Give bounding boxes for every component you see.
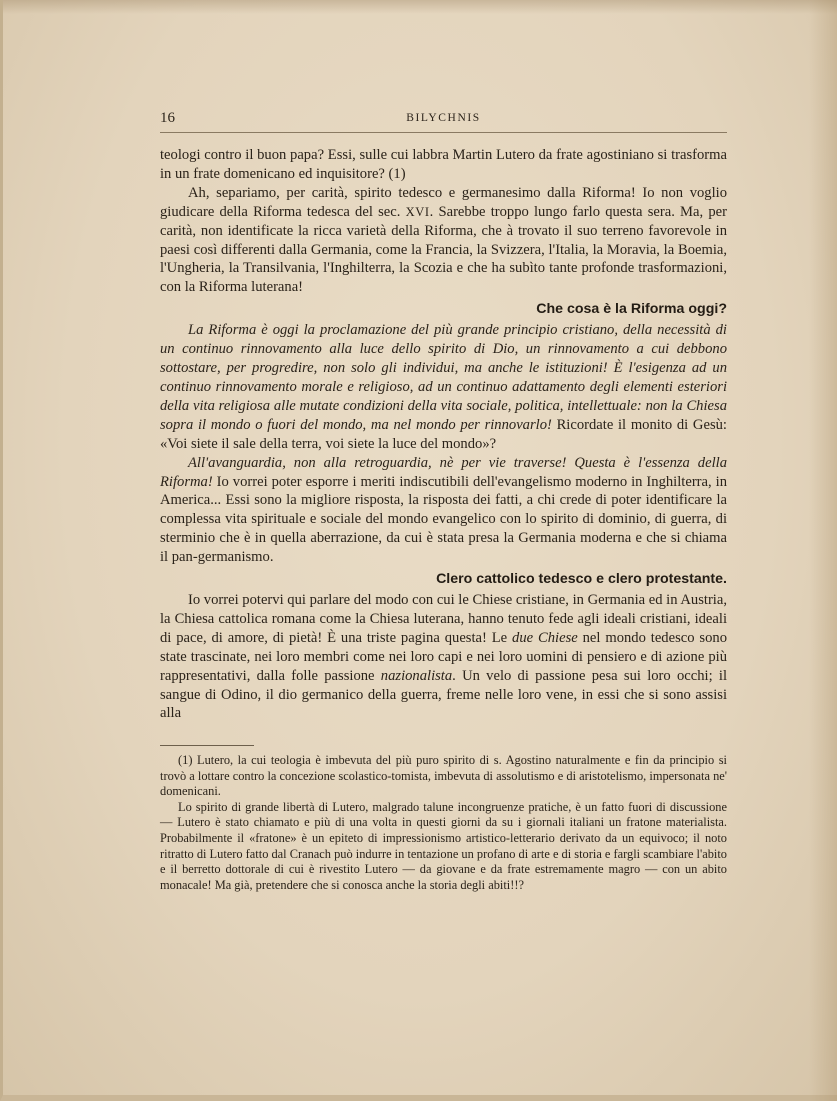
journal-title: BILYCHNIS (406, 112, 481, 124)
paragraph-4 (160, 454, 727, 567)
running-header (160, 110, 727, 133)
page-right-shadow (809, 0, 837, 1101)
paragraph-3 (160, 321, 727, 453)
paragraph-3-roman: Ricordate il monito di Gesù: «Voi siete il sale della terra, voi siete la luce del mondo»? (160, 416, 727, 452)
footnote-1-continued: Lo spirito di grande libertà di Lutero, malgrado talune incongruenze pratiche, è un fatto fuori di discussione — Lutero è stato chiamato e più di una volta in questi giorni da su i giornali italiani un fratone materialista. Probabilmente il «fratone» è un epiteto di impressionismo artistico-letterario derivato da un equivoco; il noto ritratto di Lutero fatto dal Cranach può indurre in tentazione un profano di arte e di storia e fargli scambiare l'abito e il berretto dottorale di cui è rivestito Lutero — da giovane e da frate estremamente magro — con un abito monacale! Ma già, pretendere che si conosca anche la storia degli abiti!!? (160, 799, 727, 892)
paragraph-3-italic: La Riforma è oggi la proclamazione del più grande principio cristiano, della necessità di un continuo rinnovamento alla luce dello spirito di Dio, un rinnovamento a cui debbono sottostare, per progredire, non solo gli individui, ma anche le istituzioni! È l'esigenza ad un continuo rinnovamento morale e religioso, ad un continuo adattamento degli elementi esteriori della vita religiosa alle mutate condizioni della vita sociale, politica, intellettuale: non la Chiesa sopra il mondo o fuori del mondo, ma nel mondo per rinnovarlo! (160, 322, 727, 433)
paragraph-5-italic-1: due Chiese (512, 629, 578, 646)
paragraph-4-italic: All'avanguardia, non alla retroguardia, nè per vie traverse! Questa è l'essenza della Riforma! (160, 454, 727, 490)
paragraph-2-text-b: . Sarebbe troppo lungo farlo questa sera. Ma, per carità, non identificate la ricca varietà della Riforma, che à trovato il suo terreno favorevole in paesi così differenti dalla Germania, come la Francia, la Svizzera, l'Italia, la Moravia, la Boemia, l'Ungheria, la Transilvania, l'Inghilterra, la Scozia e che ha subìto tante profonde trasformazioni, con la Riforma luterana! (160, 203, 727, 296)
paragraph-5-text-c: . Un velo di passione pesa sui loro occhi; il sangue di Odino, il dio germanico della guerra, freme nelle loro vene, in essi che si sono assisi alla (160, 667, 727, 722)
footnote-divider (160, 745, 254, 746)
section-heading-clero: Clero cattolico tedesco e clero protestante. (436, 571, 727, 588)
page-number: 16 (160, 110, 175, 126)
main-text (160, 146, 727, 723)
footnote-1: (1) Lutero, la cui teologia è imbevuta del più puro spirito di s. Agostino naturalmente e fin da principio si trovò a lottare contro la concezione scolastico-tomista, imbevuta di assolutismo e di aristotelismo, impersonata ne' domenicani. (160, 753, 727, 799)
paragraph-2-text-a: Ah, separiamo, per carità, spirito tedesco e germanesimo dalla Riforma! Io non voglio giudicare della Riforma tedesca del sec. (160, 184, 727, 220)
paragraph-5 (160, 591, 727, 723)
paragraph-5-italic-2: nazionalista (380, 667, 453, 684)
paragraph-4-roman: Io vorrei poter esporre i meriti indiscutibili dell'evangelismo moderno in Inghilterra, in America... Essi sono la migliore risposta, la risposta dei fatti, a chi crede di poter identificare la complessa vita spirituale e sociale del mondo evangelico con lo spirito di dominio, di guerra, di sterminio che è in quella aberrazione, da cui è stata presa la Germania moderna e che si chiama il pan-germanismo. (160, 473, 727, 566)
paragraph-5-text-a: Io vorrei potervi qui parlare del modo con cui le Chiese cristiane, in Germania ed in Austria, la Chiesa cattolica romana come la Chiesa luterana, hanno tenuto fede agli ideali cristiani, ideali di pace, di amore, di pietà! È una triste pagina questa! Le (160, 592, 727, 646)
paragraph-5-text-b: nel mondo tedesco sono state trascinate, nei loro membri come nei loro capi e nei loro uomini di pensiero e di azione più rappresentativi, dalla folle passione (160, 629, 727, 684)
paragraph-2 (160, 184, 727, 297)
century-numeral: XVI (405, 204, 430, 219)
page-top-shadow (3, 0, 837, 14)
paragraph-1: teologi contro il buon papa? Essi, sulle cui labbra Martin Lutero da frate agostiniano si trasforma in un frate domenicano ed inquisitore? (1) (160, 147, 727, 182)
footnotes (160, 753, 727, 893)
section-heading-riforma-oggi: Che cosa è la Riforma oggi? (536, 301, 727, 318)
